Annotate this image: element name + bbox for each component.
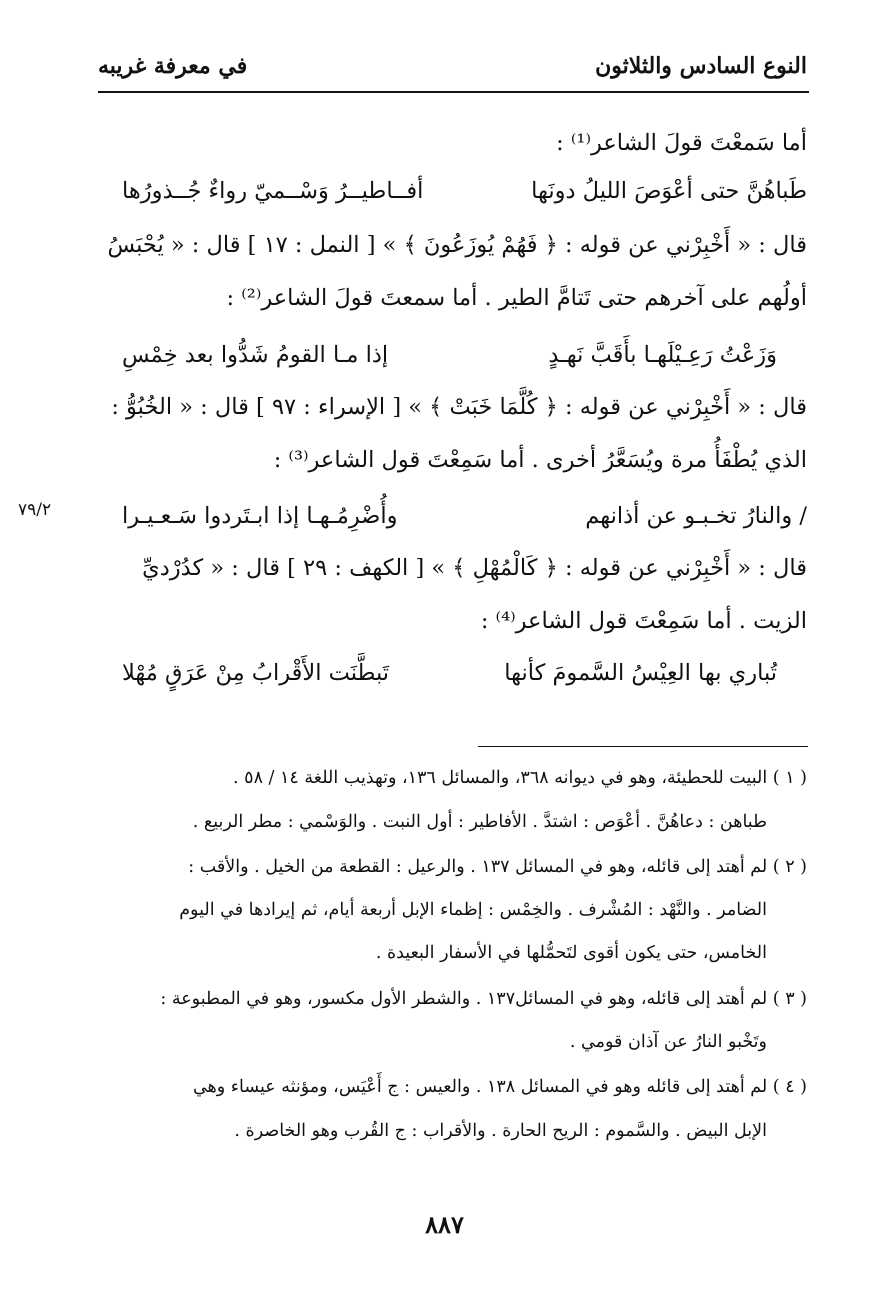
verse-hemistich-second: تَبطَّنَت الأَقْرابُ مِنْ عَرَقٍ مُهْلا <box>122 660 390 686</box>
verse-hemistich-first: تُباري بها العِيْسُ السَّمومَ كأنها <box>504 660 777 686</box>
verse-hemistich-first: وَزَعْتُ رَعِـيْلَهـا بأَقَبَّ نَهـدٍ <box>548 342 777 368</box>
verse-hemistich-second: إذا مـا القومُ شَدُّوا بعد خِمْسِ <box>122 342 389 368</box>
verse-hemistich-first: / والنارُ تخـبـو عن أذانهم <box>585 503 807 529</box>
footnote-line: ( ١ ) البيت للحطيئة، وهو في ديوانه ٣٦٨، والمسائل ١٣٦، وتهذيب اللغة ١٤ / ٥٨ . <box>233 768 807 788</box>
verse-hemistich-first: طَباهُنَّ حتى أعْوَصَ الليلُ دونَها <box>531 178 807 204</box>
verse-hemistich-second: أفــاطيــرُ وَسْــميّ رواءٌ جُــذورُها <box>122 178 424 204</box>
text-line: أما سَمعْتَ قولَ الشاعر⁽¹⁾ : <box>556 130 807 156</box>
page-number: ٨٨٧ <box>425 1210 464 1239</box>
chapter-title: النوع السادس والثلاثون <box>595 53 807 79</box>
footnote-line: ( ٤ ) لم أهتد إلى قائله وهو في المسائل ١٣٨ . والعيس : ج أَعْيَس، ومؤنثه عيساء وهي <box>192 1077 807 1097</box>
text-line: أولُهم على آخرهم حتى تَتامَّ الطير . أما سمعتَ قولَ الشاعر⁽²⁾ : <box>226 285 807 311</box>
section-title: في معرفة غريبه <box>98 53 248 79</box>
footnote-line: ( ٢ ) لم أهتد إلى قائله، وهو في المسائل ١٣٧ . والرعيل : القطعة من الخيل . والأقب : <box>188 857 807 877</box>
margin-reference: ٧٩/٢ <box>18 500 52 520</box>
header-rule <box>98 91 809 93</box>
text-line: قال : « أَخْبِرْني عن قوله : ﴿ فَهُمْ يُوزَعُونَ ﴾ » [ النمل : ١٧ ] قال : « يُحْبَسُ <box>107 232 807 258</box>
text-line: قال : « أَخْبِرْني عن قوله : ﴿ كُلَّمَا خَبَتْ ﴾ » [ الإسراء : ٩٧ ] قال : « الخُبُوُّ : <box>111 394 807 420</box>
text-line: قال : « أَخْبِرْني عن قوله : ﴿ كَالْمُهْلِ ﴾ » [ الكهف : ٢٩ ] قال : « كدُرْديِّ <box>142 555 807 581</box>
footnote-line: وتَخْبو النارُ عن آذان قومي . <box>569 1032 767 1052</box>
footnote-line: ( ٣ ) لم أهتد إلى قائله، وهو في المسائل١٣٧ . والشطر الأول مكسور، وهو في المطبوعة : <box>160 989 807 1009</box>
verse-hemistich-second: وأُضْرِمُـهـا إذا ابـتَردوا سَـعـيـرا <box>122 503 398 529</box>
footnote-line: الإبل البيض . والسَّموم : الريح الحارة . والأقراب : ج القُرب وهو الخاصرة . <box>234 1121 767 1141</box>
footnote-line: الضامر . والنَّهْد : المُشْرف . والخِمْس : إظماء الإبل أربعة أيام، ثم إيرادها في اليوم <box>179 900 767 920</box>
footnote-separator <box>478 746 808 747</box>
text-line: الذي يُطْفَأُ مرة ويُسَعَّرُ أخرى . أما سَمِعْتَ قول الشاعر⁽³⁾ : <box>273 447 807 473</box>
text-line: الزيت . أما سَمِعْتَ قول الشاعر⁽⁴⁾ : <box>480 608 807 634</box>
footnote-line: الخامس، حتى يكون أقوى لتَحمُّلها في الأسفار البعيدة . <box>375 943 767 963</box>
footnote-line: طباهن : دعاهُنَّ . أعْوَص : اشتدَّ . الأفاطير : أول النبت . والوَسْمي : مطر الربيع . <box>192 812 767 832</box>
